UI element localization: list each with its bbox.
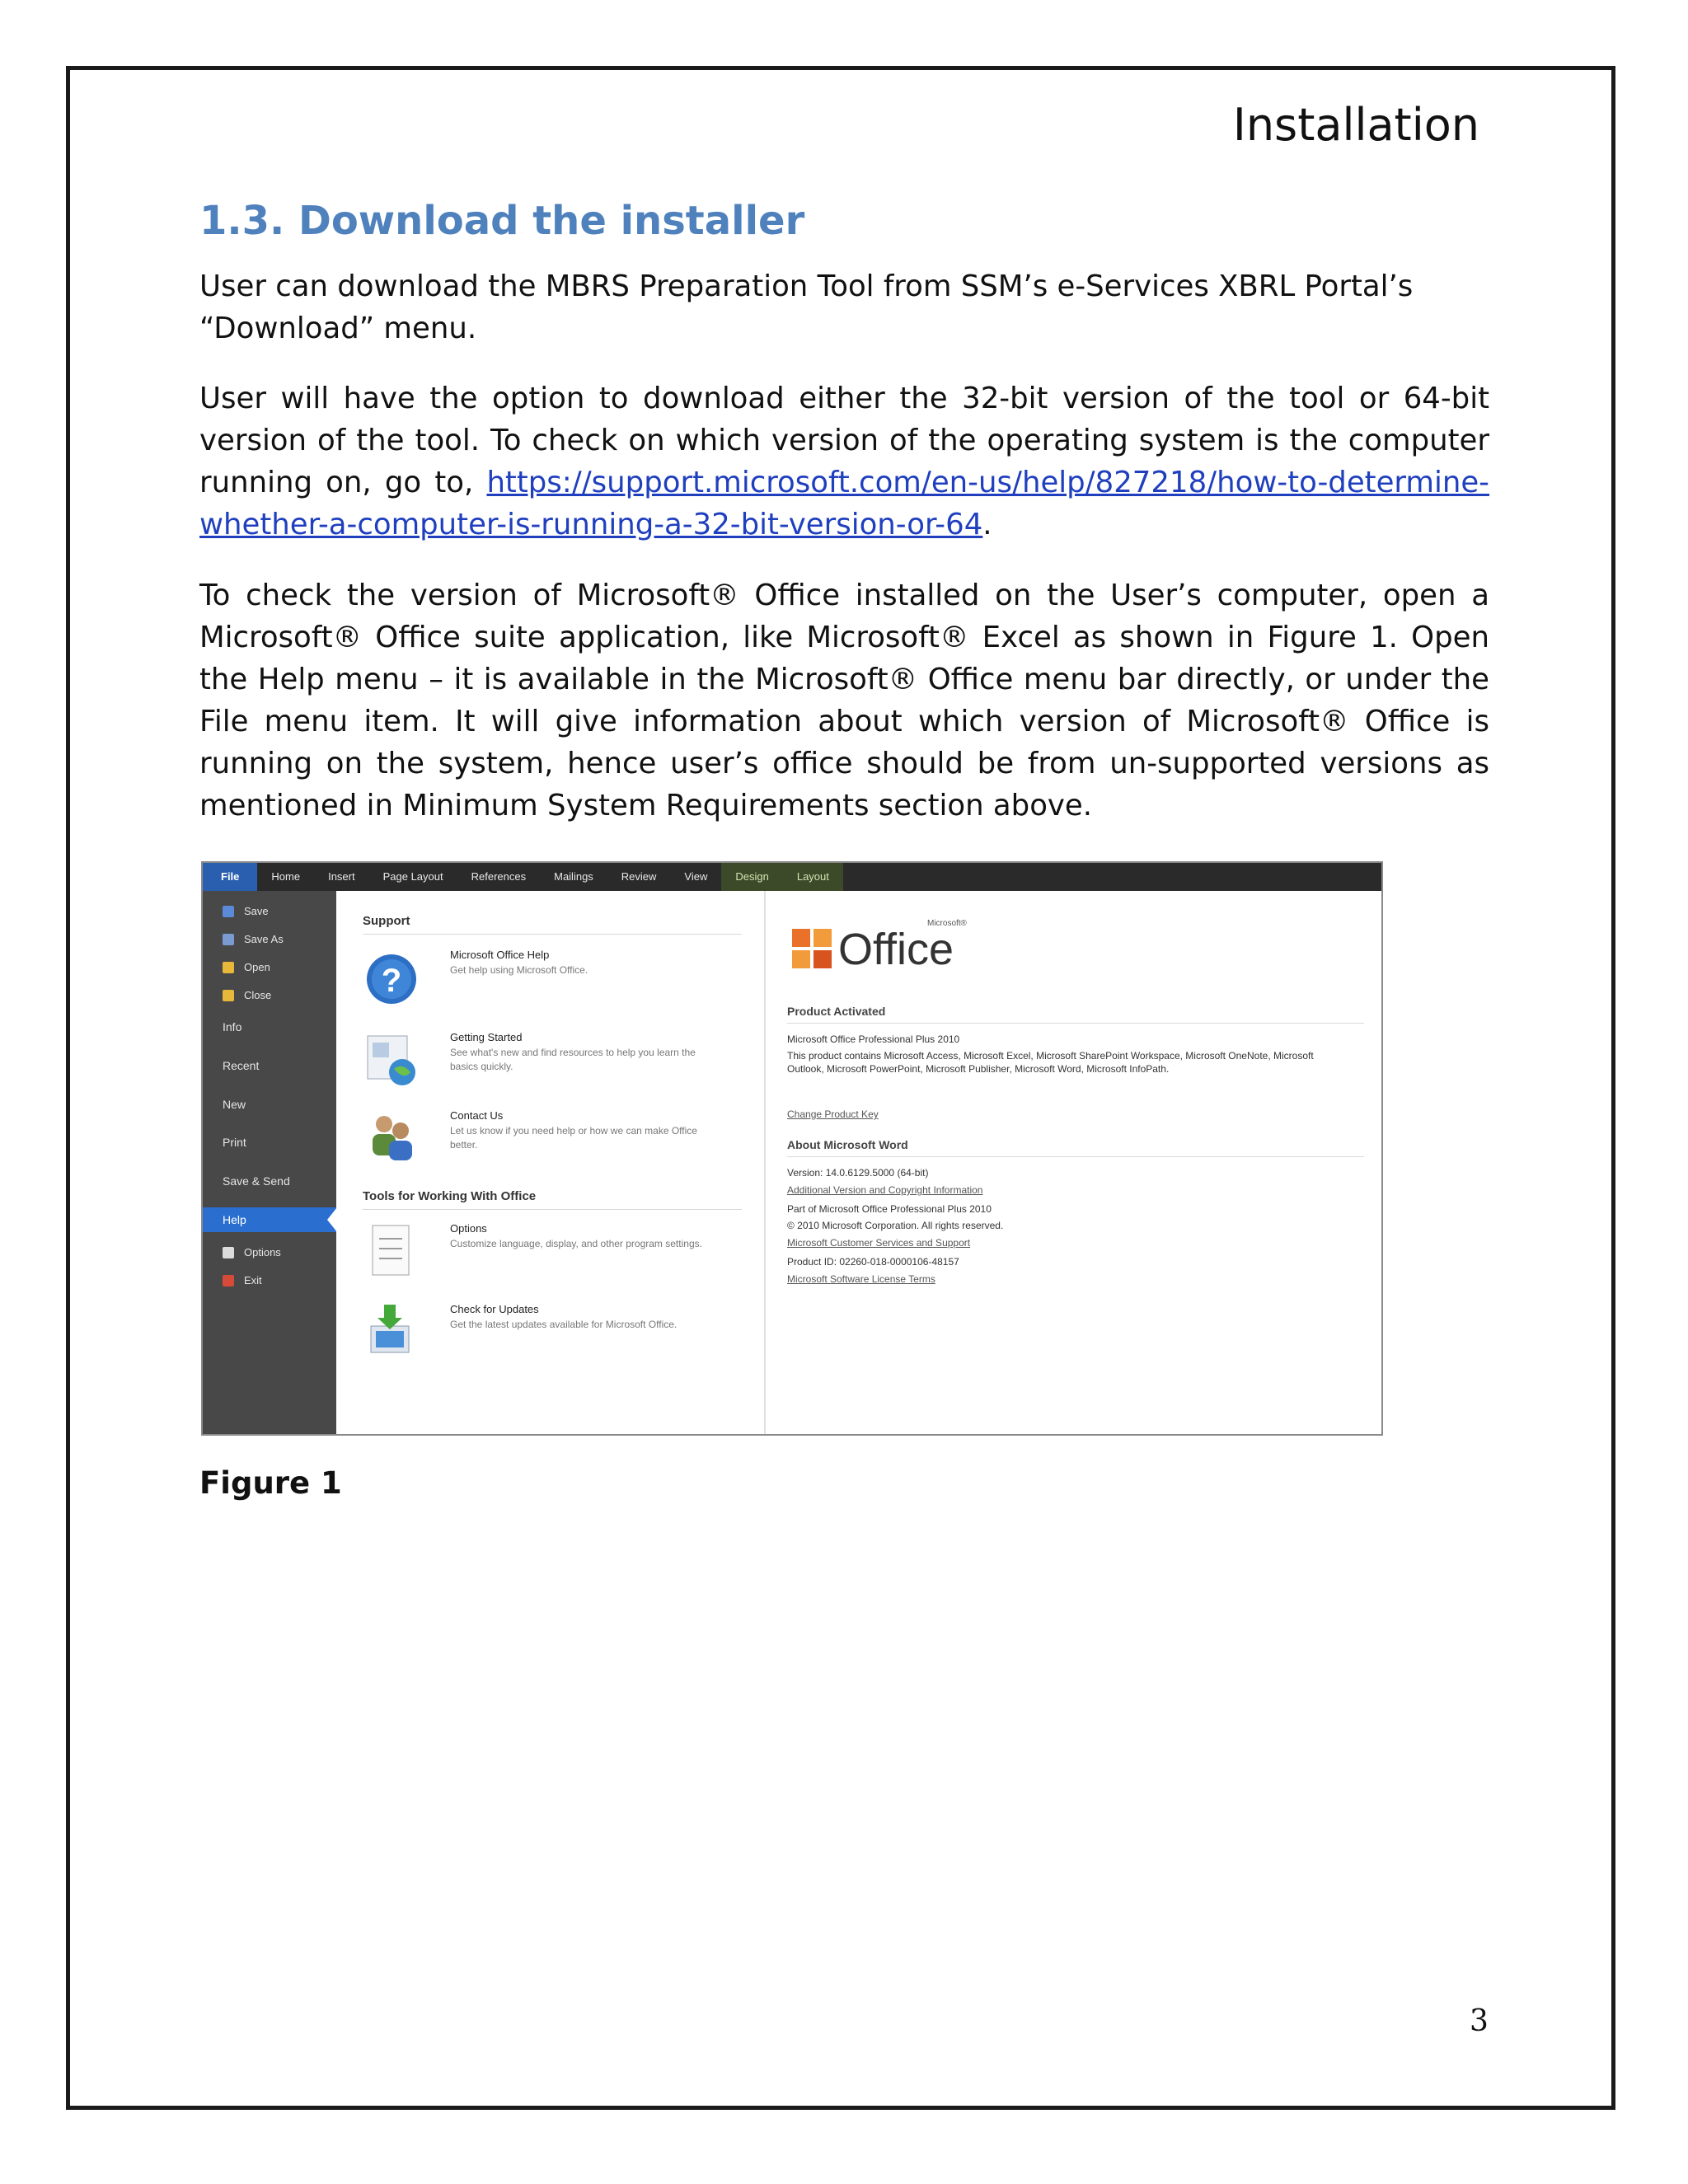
help-pane xyxy=(336,891,766,1436)
tab-page-layout[interactable]: Page Layout xyxy=(382,870,443,883)
folder-icon xyxy=(223,990,234,1001)
divider xyxy=(363,934,742,935)
product-name: Microsoft Office Professional Plus 2010 xyxy=(787,1033,960,1045)
contact-us-entry[interactable] xyxy=(363,1109,750,1175)
figure-caption: Figure 1 xyxy=(199,1465,342,1501)
paragraph-text: User will have the option to download either the 32-bit version of the tool or 64-bit version of the tool. To check on which version of the operating system is the computer running on, go to, xyxy=(199,382,1489,499)
license-terms-link[interactable]: Microsoft Software License Terms xyxy=(787,1273,935,1285)
sidebar-item-recent[interactable]: Recent xyxy=(223,1059,260,1072)
getting-started-icon xyxy=(363,1031,420,1089)
product-activated-title: Product Activated xyxy=(787,1005,886,1018)
page-number: 3 xyxy=(1470,2004,1489,2038)
options-document-icon xyxy=(363,1222,420,1280)
additional-info-link[interactable]: Additional Version and Copyright Information xyxy=(787,1184,983,1196)
sidebar-item-label: Help xyxy=(223,1213,246,1226)
help-question-icon xyxy=(363,949,420,1006)
tab-review[interactable]: Review xyxy=(621,870,657,883)
customer-services-link[interactable]: Microsoft Customer Services and Support xyxy=(787,1237,971,1249)
tab-insert[interactable]: Insert xyxy=(328,870,355,883)
tab-mailings[interactable]: Mailings xyxy=(554,870,593,883)
support-title: Support xyxy=(363,914,410,928)
save-as-icon xyxy=(223,934,234,945)
office-logo-icon xyxy=(789,926,837,973)
support-link[interactable]: https://support.microsoft.com/en-us/help/827218/how-to-determine-whether-a-computer-is-running-a-32-bit-version-or-64 xyxy=(199,466,1489,541)
sidebar-item-new[interactable]: New xyxy=(223,1098,246,1111)
tab-layout[interactable]: Layout xyxy=(796,870,829,883)
sidebar-item-exit[interactable] xyxy=(203,1268,336,1293)
tab-view[interactable]: View xyxy=(684,870,708,883)
entry-title: Options xyxy=(450,1222,487,1235)
update-download-icon xyxy=(363,1303,420,1361)
product-id-text: Product ID: 02260-018-0000106-48157 xyxy=(787,1256,959,1268)
sidebar-item-close[interactable] xyxy=(203,983,336,1008)
product-description: This product contains Microsoft Access, Microsoft Excel, Microsoft SharePoint Workspace, Microsoft OneNote, Microsoft Outlook, Microsoft PowerPoint, Microsoft Publisher, Microsoft Word, Microsoft InfoPath. xyxy=(787,1050,1314,1075)
product-info-pane xyxy=(766,891,1383,1436)
sidebar-item-open[interactable] xyxy=(203,955,336,980)
divider xyxy=(787,1156,1364,1157)
contact-people-icon xyxy=(363,1109,420,1167)
tab-references[interactable]: References xyxy=(471,870,527,883)
options-entry[interactable] xyxy=(363,1222,750,1288)
entry-description: Get the latest updates available for Microsoft Office. xyxy=(450,1319,678,1330)
section-header: Installation xyxy=(1232,99,1479,151)
entry-description: Customize language, display, and other program settings. xyxy=(450,1238,702,1249)
entry-title: Microsoft Office Help xyxy=(450,949,550,961)
tab-design[interactable]: Design xyxy=(735,870,769,883)
copyright-text: © 2010 Microsoft Corporation. All rights reserved. xyxy=(787,1220,1004,1231)
office-help-entry[interactable] xyxy=(363,949,750,1015)
sidebar-item-save-send[interactable]: Save & Send xyxy=(223,1174,290,1188)
save-icon xyxy=(223,906,234,917)
ribbon-tabs xyxy=(203,863,1381,891)
backstage-sidebar xyxy=(203,891,336,1436)
office-help-screenshot xyxy=(201,861,1383,1436)
logo-wordmark: Office xyxy=(838,925,954,974)
folder-icon xyxy=(223,962,234,973)
version-text: Version: 14.0.6129.5000 (64-bit) xyxy=(787,1167,929,1179)
paragraph-download-intro: User can download the MBRS Preparation Tool from SSM’s e-Services XBRL Portal’s “Download” menu. xyxy=(199,269,1414,345)
entry-description: Get help using Microsoft Office. xyxy=(450,964,588,976)
logo-microsoft: Microsoft® xyxy=(927,919,967,928)
entry-description: Let us know if you need help or how we can make Office better. xyxy=(450,1125,697,1151)
part-of-text: Part of Microsoft Office Professional Plus 2010 xyxy=(787,1203,992,1215)
office-logo xyxy=(789,916,978,973)
tools-title: Tools for Working With Office xyxy=(363,1189,537,1203)
options-icon xyxy=(223,1247,234,1258)
sidebar-item-label: Open xyxy=(244,961,270,973)
sidebar-item-label: Exit xyxy=(244,1274,262,1286)
svg-text:?: ? xyxy=(381,963,402,999)
getting-started-entry[interactable] xyxy=(363,1031,750,1097)
section-heading: 1.3. Download the installer xyxy=(199,198,805,244)
sidebar-item-label: Options xyxy=(244,1246,281,1258)
sidebar-item-info[interactable]: Info xyxy=(223,1020,242,1033)
context-tab-group xyxy=(721,863,843,891)
sidebar-item-help[interactable] xyxy=(203,1207,336,1232)
tab-file[interactable]: File xyxy=(203,863,257,891)
paragraph-office-check: To check the version of Microsoft® Office installed on the User’s computer, open a Microsoft® Office suite application, like Microsoft® Excel as shown in Figure 1. Open the Help menu – it is available in the Microsoft® Office menu bar directly, or under the File menu item. It will give information about which version of Microsoft® Office is running on the system, hence user’s office should be from un-supported versions as mentioned in Minimum System Requirements section above. xyxy=(199,579,1489,823)
exit-icon xyxy=(223,1275,234,1286)
sidebar-item-print[interactable]: Print xyxy=(223,1136,246,1149)
sidebar-item-label: Save As xyxy=(244,933,284,945)
paragraph-version-info xyxy=(199,377,1489,546)
entry-title: Contact Us xyxy=(450,1109,504,1122)
divider xyxy=(787,1023,1364,1024)
entry-title: Check for Updates xyxy=(450,1303,539,1315)
sidebar-item-save[interactable] xyxy=(203,899,336,924)
check-updates-entry[interactable] xyxy=(363,1303,750,1369)
sidebar-item-options[interactable] xyxy=(203,1240,336,1265)
entry-title: Getting Started xyxy=(450,1031,523,1043)
sidebar-item-save-as[interactable] xyxy=(203,927,336,952)
sidebar-item-label: Save xyxy=(244,905,269,917)
paragraph-end: . xyxy=(982,508,992,541)
about-word-title: About Microsoft Word xyxy=(787,1138,908,1151)
sidebar-item-label: Close xyxy=(244,989,272,1001)
tab-home[interactable]: Home xyxy=(271,870,301,883)
entry-description: See what's new and find resources to help you learn the basics quickly. xyxy=(450,1047,696,1072)
divider xyxy=(363,1209,742,1210)
change-product-key-link[interactable]: Change Product Key xyxy=(787,1108,879,1120)
